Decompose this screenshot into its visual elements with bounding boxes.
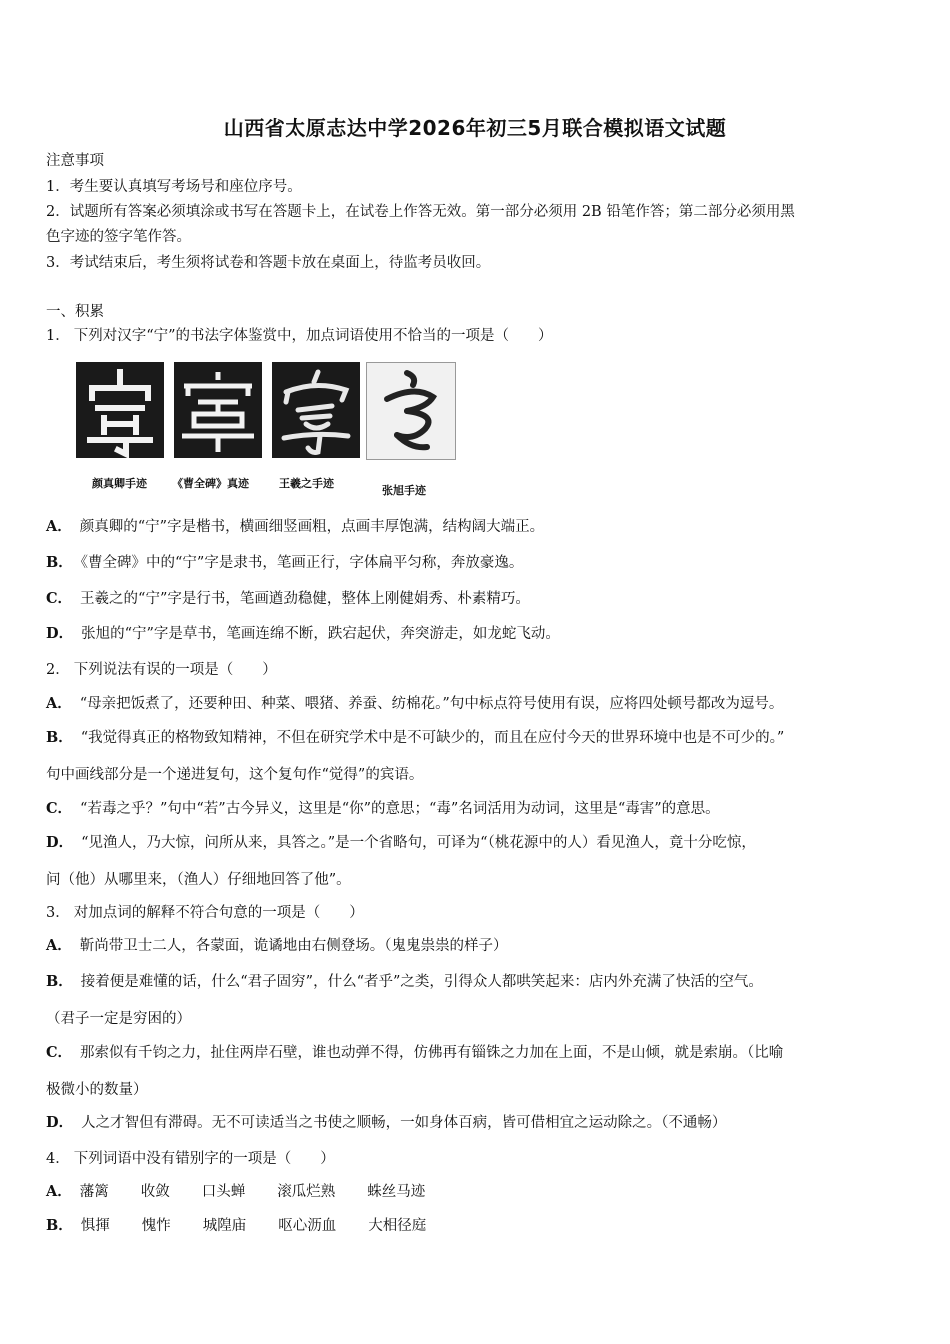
page-title: 山西省太原志达中学2026年初三5月联合模拟语文试题: [223, 116, 727, 140]
option-line: [46, 834, 756, 852]
question-number: 1．: [46, 328, 70, 344]
option-line: [46, 625, 560, 643]
calligraphy-caption: 张旭手迹: [382, 484, 426, 497]
question-number: 3．: [46, 905, 70, 921]
option-line: [46, 973, 763, 991]
calligraphy-caption: 王羲之手迹: [279, 477, 334, 490]
option-text: “母亲把饭煮了，还要种田、种菜、喂猪、养蚕、纺棉花。”句中标点符号使用有误，应将四处顿号都改为逗号。: [79, 696, 784, 712]
calligraphy-caoquan-image: [174, 362, 262, 458]
option-letter: C．: [46, 590, 73, 607]
option-letter: A．: [46, 695, 72, 712]
word-item: 收敛: [140, 1184, 170, 1200]
notice-item-1: 1．考生要认真填写考场号和座位序号。: [46, 179, 302, 195]
question-text: 下列对汉字“宁”的书法字体鉴赏中，加点词语使用不恰当的一项是（ ）: [73, 328, 553, 344]
question-text: 下列说法有误的一项是（ ）: [73, 662, 277, 678]
option-continuation: 极微小的数量）: [46, 1082, 148, 1098]
notice-heading: 注意事项: [46, 153, 104, 169]
option-text: 张旭的“宁”字是草书，笔画连绵不断，跌宕起伏，奔突游走，如龙蛇飞动。: [81, 626, 560, 642]
option-letter: D．: [46, 625, 74, 642]
option-line: [46, 800, 720, 818]
option-continuation: 问（他）从哪里来，（渔人）仔细地回答了他”。: [46, 872, 351, 888]
option-text: “见渔人，乃大惊，问所从来，具答之。”是一个省略句，可译为“（桃花源中的人）看见渔人，竟十分吃惊，: [81, 835, 756, 851]
word-item: 口头蝉: [201, 1184, 246, 1200]
option-letter: B．: [46, 729, 73, 746]
option-text: 王羲之的“宁”字是行书，笔画遒劲稳健，整体上刚健娟秀、朴素精巧。: [80, 591, 530, 607]
option-letter: A．: [46, 1183, 72, 1200]
option-letter: D．: [46, 834, 74, 851]
option-line: [46, 1217, 458, 1235]
option-letter: B．: [46, 554, 73, 571]
option-line: [46, 1114, 726, 1132]
option-continuation: （君子一定是穷困的）: [46, 1011, 191, 1027]
word-item: 藩篱: [79, 1184, 109, 1200]
option-line: [46, 554, 523, 572]
question-number: 4．: [46, 1151, 70, 1167]
word-item: 呕心沥血: [278, 1218, 337, 1234]
section-heading: 一、积累: [46, 304, 104, 320]
notice-item-2: 2．试题所有答案必须填涂或书写在答题卡上，在试卷上作答无效。第一部分必须用 2B 铅笔作答；第二部分必须用黑: [46, 204, 795, 220]
word-item: 城隍庙: [202, 1218, 247, 1234]
calligraphy-caption: 《曹全碑》真迹: [172, 477, 249, 490]
question-text: 下列词语中没有错别字的一项是（ ）: [73, 1151, 335, 1167]
question-number: 2．: [46, 662, 70, 678]
question-4-stem: [46, 1150, 335, 1168]
option-letter: C．: [46, 1044, 73, 1061]
question-2-stem: [46, 661, 277, 679]
option-letter: A．: [46, 518, 72, 535]
option-text: 《曹全碑》中的“宁”字是隶书，笔画正行，字体扁平匀称，奔放豪逸。: [80, 555, 524, 571]
option-line: [46, 937, 508, 955]
question-3-stem: [46, 904, 364, 922]
option-letter: B．: [46, 1217, 73, 1234]
word-item: 滚瓜烂熟: [277, 1184, 336, 1200]
option-line: [46, 590, 530, 608]
notice-item-2-cont: 色字迹的签字笔作答。: [46, 229, 191, 245]
option-continuation: 句中画线部分是一个递进复句，这个复句作“觉得”的宾语。: [46, 767, 424, 783]
option-text: “我觉得真正的格物致知精神，不但在研究学术中是不可缺少的，而且在应付今天的世界环境中也是不可少的。”: [80, 730, 785, 746]
word-item: 惧揮: [80, 1218, 110, 1234]
word-item: 蛛丝马迹: [367, 1184, 426, 1200]
option-text: 那索似有千钧之力，扯住两岸石壁，谁也动弹不得，仿佛再有锱铢之力加在上面，不是山倾，就是索崩。（比喻: [80, 1045, 784, 1061]
option-text: “若毒之乎？”句中“若”古今异义，这里是“你”的意思；“毒”名词活用为动词，这里是“毒害”的意思。: [80, 801, 720, 817]
calligraphy-wang-xizhi-image: [272, 362, 360, 458]
word-item: 大相径庭: [368, 1218, 427, 1234]
calligraphy-yan-zhenqing-image: [76, 362, 164, 458]
question-1-stem: [46, 327, 553, 345]
option-text: 接着便是难懂的话，什么“君子固穷”，什么“者乎”之类，引得众人都哄笑起来：店内外充满了快活的空气。: [80, 974, 763, 990]
option-letter: C．: [46, 800, 73, 817]
calligraphy-images: [76, 362, 466, 472]
notice-item-3: 3．考试结束后，考生须将试卷和答题卡放在桌面上，待监考员收回。: [46, 255, 491, 271]
question-text: 对加点词的解释不符合句意的一项是（ ）: [73, 905, 364, 921]
option-text: 颜真卿的“宁”字是楷书，横画细竖画粗，点画丰厚饱满，结构阔大端正。: [79, 519, 545, 535]
calligraphy-zhang-xu-image: [366, 362, 456, 460]
option-line: [46, 1044, 783, 1062]
option-line: [46, 729, 784, 747]
option-letter: B．: [46, 973, 73, 990]
option-text: 靳尚带卫士二人，各蒙面，诡谲地由右侧登场。（鬼鬼祟祟的样子）: [79, 938, 508, 954]
option-letter: D．: [46, 1114, 74, 1131]
option-line: [46, 695, 783, 713]
word-item: 愧怍: [141, 1218, 171, 1234]
option-text: 人之才智但有滞碍。无不可读适当之书使之顺畅，一如身体百病，皆可借相宜之运动除之。（不通畅）: [81, 1115, 727, 1131]
option-line: [46, 518, 544, 536]
option-letter: A．: [46, 937, 72, 954]
option-line: [46, 1183, 457, 1201]
calligraphy-caption: 颜真卿手迹: [92, 477, 147, 490]
